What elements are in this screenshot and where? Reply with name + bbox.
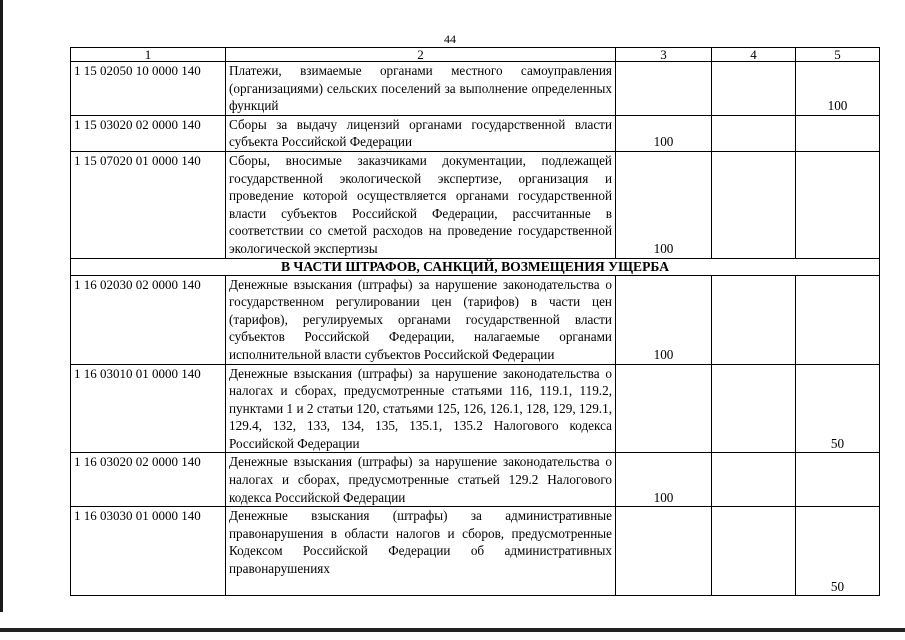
section-heading-row xyxy=(71,258,880,275)
description-cell: Денежные взыскания (штрафы) за нарушение законодательства о государственном регулировании цен (тарифов) в части цен (тарифов), регулируемых органами государственной власти субъектов Российской Федерации, налагаемые органами исполнительной власти субъектов Российской Федерации xyxy=(226,275,616,364)
budget-code-cell: 1 16 02030 02 0000 140 xyxy=(71,275,226,364)
table-row xyxy=(71,453,880,507)
table-row xyxy=(71,364,880,453)
table-row xyxy=(71,151,880,258)
revenue-distribution-table xyxy=(70,47,880,596)
description-cell: Денежные взыскания (штрафы) за нарушение законодательства о налогах и сборах, предусмотренные статьями 116, 119.1, 119.2, пунктами 1 и 2 статьи 120, статьями 125, 126, 126.1, 128, 129, 129.1, 129.4, 132, 133, 134, 135, 135.1, 135.2 Налогового кодекса Российской Федерации xyxy=(226,364,616,453)
table-header-row xyxy=(71,48,880,62)
column-header: 1 xyxy=(71,48,226,62)
page-number: 44 xyxy=(444,32,456,46)
description-cell: Денежные взыскания (штрафы) за нарушение законодательства о налогах и сборах, предусмотренные статьей 129.2 Налогового кодекса Российской Федерации xyxy=(226,453,616,507)
description-cell: Платежи, взимаемые органами местного самоуправления (организациями) сельских поселений за выполнение определенных функций xyxy=(226,62,616,116)
percent-cell-col5 xyxy=(796,151,880,258)
percent-cell-col4 xyxy=(712,151,796,258)
percent-cell-col4 xyxy=(712,115,796,151)
description-cell: Сборы, вносимые заказчиками документации, подлежащей государственной экологической экспертизе, организация и проведение которой осуществляется органами государственной власти субъектов Российской Федерации, рассчитанные в соответствии со сметой расходов на проведение государственной экологической экспертизы xyxy=(226,151,616,258)
column-header: 2 xyxy=(226,48,616,62)
percent-cell-col3: 100 xyxy=(616,151,712,258)
percent-cell-col4 xyxy=(712,364,796,453)
percent-cell-col5 xyxy=(796,275,880,364)
percent-cell-col3: 100 xyxy=(616,115,712,151)
budget-code-cell: 1 15 07020 01 0000 140 xyxy=(71,151,226,258)
percent-cell-col5 xyxy=(796,453,880,507)
percent-cell-col5 xyxy=(796,115,880,151)
percent-cell-col3 xyxy=(616,62,712,116)
description-cell: Сборы за выдачу лицензий органами государственной власти субъекта Российской Федерации xyxy=(226,115,616,151)
scan-bottom-border xyxy=(0,628,905,632)
section-heading: В ЧАСТИ ШТРАФОВ, САНКЦИЙ, ВОЗМЕЩЕНИЯ УЩЕРБА xyxy=(71,258,880,275)
percent-cell-col3: 100 xyxy=(616,275,712,364)
column-header: 3 xyxy=(616,48,712,62)
percent-cell-col5: 50 xyxy=(796,507,880,596)
budget-code-cell: 1 15 03020 02 0000 140 xyxy=(71,115,226,151)
table-row xyxy=(71,115,880,151)
budget-code-cell: 1 15 02050 10 0000 140 xyxy=(71,62,226,116)
column-header: 4 xyxy=(712,48,796,62)
percent-cell-col5: 50 xyxy=(796,364,880,453)
scan-left-border xyxy=(0,0,3,612)
table-row xyxy=(71,507,880,596)
column-header: 5 xyxy=(796,48,880,62)
percent-cell-col3 xyxy=(616,364,712,453)
percent-cell-col4 xyxy=(712,62,796,116)
percent-cell-col3: 100 xyxy=(616,453,712,507)
percent-cell-col5: 100 xyxy=(796,62,880,116)
percent-cell-col3 xyxy=(616,507,712,596)
budget-code-cell: 1 16 03030 01 0000 140 xyxy=(71,507,226,596)
percent-cell-col4 xyxy=(712,507,796,596)
table-row xyxy=(71,275,880,364)
percent-cell-col4 xyxy=(712,453,796,507)
table-row xyxy=(71,62,880,116)
percent-cell-col4 xyxy=(712,275,796,364)
description-cell: Денежные взыскания (штрафы) за административные правонарушения в области налогов и сборов, предусмотренные Кодексом Российской Федерации об административных правонарушениях xyxy=(226,507,616,596)
budget-code-cell: 1 16 03010 01 0000 140 xyxy=(71,364,226,453)
budget-code-cell: 1 16 03020 02 0000 140 xyxy=(71,453,226,507)
